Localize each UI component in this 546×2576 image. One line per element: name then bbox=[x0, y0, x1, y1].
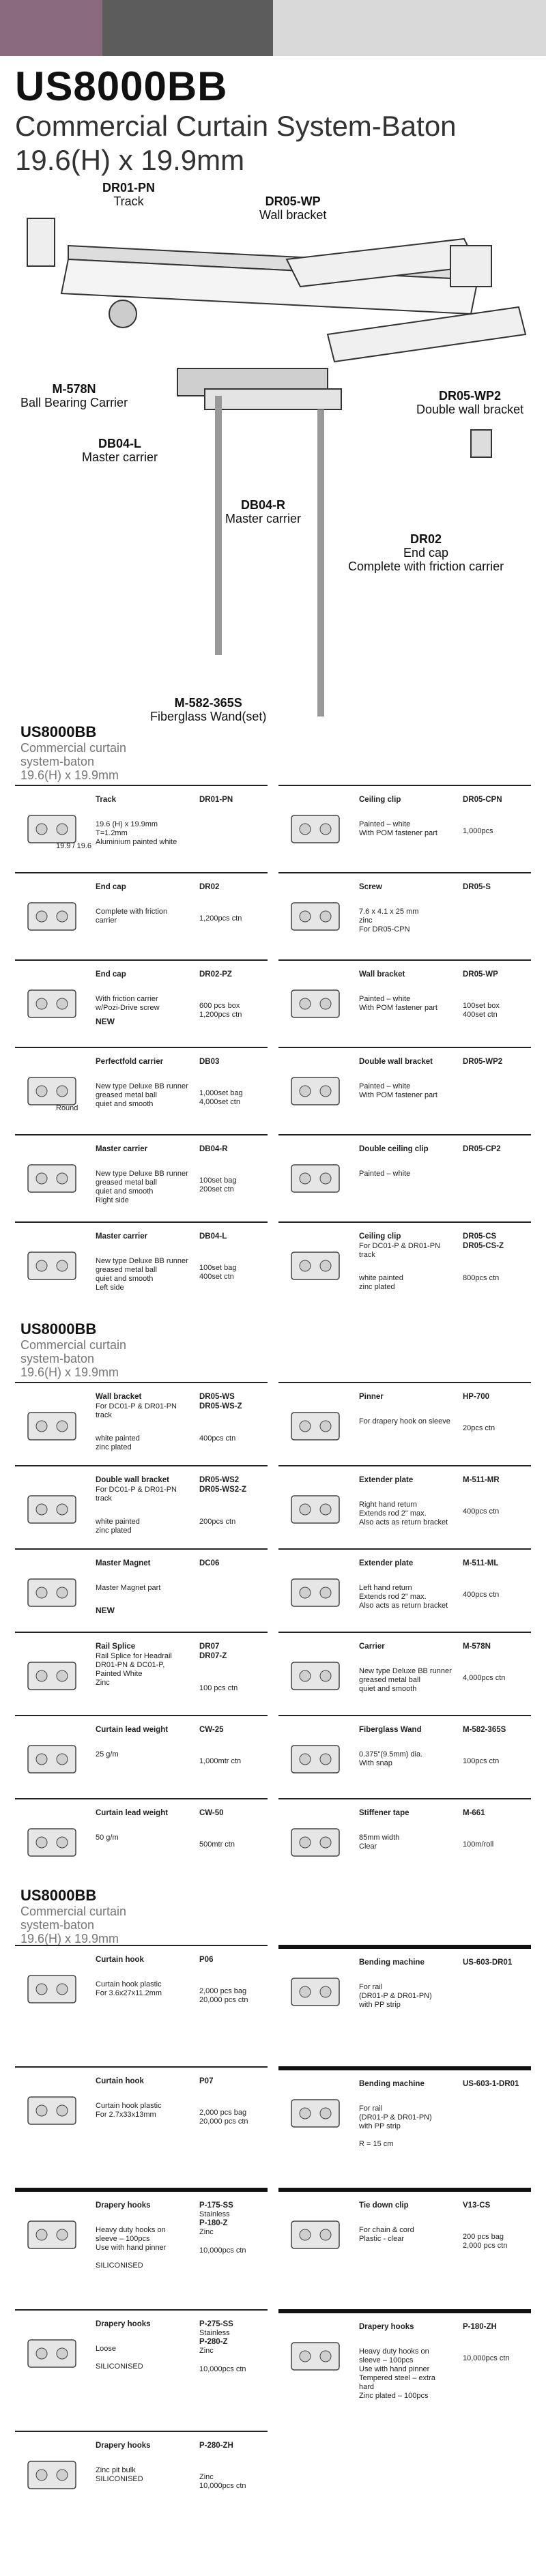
product-cell bbox=[15, 1134, 268, 1219]
product-description: 25 g/m bbox=[96, 1750, 119, 1759]
section-header-3: US8000BB Commercial curtain system-baton 19.6(H) x 19.9mm bbox=[20, 1887, 127, 1945]
product-description: white painted zinc plated bbox=[96, 1434, 140, 1451]
product-code-alt: P-280-Z bbox=[199, 2338, 228, 2346]
product-image bbox=[281, 886, 349, 947]
product-image bbox=[281, 1961, 349, 2023]
product-cell bbox=[15, 1798, 268, 1879]
product-code-alt: P-180-Z bbox=[199, 2219, 228, 2227]
product-sub: For DC01-P & DR01-PN track bbox=[96, 1402, 177, 1419]
product-cell bbox=[278, 1945, 531, 2064]
product-code: P-180-ZH bbox=[463, 2323, 497, 2331]
product-pack: 2,000 pcs bag 20,000 pcs ctn bbox=[199, 1987, 248, 2004]
product-name: Tie down clip bbox=[359, 2201, 409, 2210]
product-image bbox=[18, 886, 86, 947]
section-header-2: US8000BB Commercial curtain system-baton 19.6(H) x 19.9mm bbox=[20, 1320, 127, 1379]
product-name: Curtain hook bbox=[96, 1956, 144, 1964]
product-name: Fiberglass Wand bbox=[359, 1726, 422, 1734]
product-description: With friction carrier w/Pozi-Drive screw bbox=[96, 995, 160, 1012]
product-pack: 500mtr ctn bbox=[199, 1840, 235, 1849]
product-pack: 400pcs ctn bbox=[463, 1591, 500, 1599]
product-image bbox=[18, 2204, 86, 2266]
product-name: Perfectfold carrier bbox=[96, 1058, 164, 1066]
product-cell bbox=[15, 2431, 268, 2549]
product-code: DB04-R bbox=[199, 1145, 228, 1153]
product-cell bbox=[15, 1715, 268, 1795]
product-pack: 200 pcs bag 2,000 pcs ctn bbox=[463, 2233, 508, 2250]
product-description: 7.6 x 4.1 x 25 mm zinc For DR05-CPN bbox=[359, 908, 419, 934]
system-diagram bbox=[0, 177, 546, 723]
callout-master-carrier-right: DB04-R Master carrier bbox=[225, 498, 302, 525]
product-pack: 100set bag 400set ctn bbox=[199, 1264, 237, 1281]
product-cell bbox=[15, 1047, 268, 1131]
product-cell bbox=[15, 785, 268, 869]
header-color-bar bbox=[0, 0, 546, 56]
product-code: DR07 bbox=[199, 1642, 220, 1651]
product-pack: 400pcs ctn bbox=[199, 1434, 236, 1443]
product-name: Double wall bracket bbox=[96, 1476, 170, 1484]
product-name: Drapery hooks bbox=[96, 2201, 151, 2210]
product-pack: 1,200pcs ctn bbox=[199, 914, 242, 923]
product-description: New type Deluxe BB runner greased metal ball quiet and smooth bbox=[96, 1082, 188, 1108]
callout-ball-bearing-carrier: M-578N Ball Bearing Carrier bbox=[20, 382, 128, 409]
product-image bbox=[281, 798, 349, 860]
product-cell bbox=[278, 1632, 531, 1712]
color-bar-segment-1 bbox=[0, 0, 102, 56]
product-name: Bending machine bbox=[359, 2080, 425, 2088]
product-image bbox=[18, 798, 86, 860]
product-description: Painted – white With POM fastener part bbox=[359, 820, 437, 837]
product-description: New type Deluxe BB runner greased metal ball quiet and smooth bbox=[359, 1667, 452, 1693]
product-code: M-578N bbox=[463, 1642, 491, 1651]
product-pack: Zinc 10,000pcs ctn bbox=[199, 2473, 246, 2490]
callout-master-carrier-left: DB04-L Master carrier bbox=[82, 437, 158, 464]
product-code: DR02 bbox=[199, 883, 220, 891]
product-description: New type Deluxe BB runner greased metal ball quiet and smooth Right side bbox=[96, 1170, 188, 1204]
product-sub: For DC01-P & DR01-PN track bbox=[359, 1242, 440, 1259]
product-description: Curtain hook plastic For 3.6x27x11.2mm bbox=[96, 1980, 162, 1997]
product-code: DR05-WS2 bbox=[199, 1476, 240, 1484]
product-code-alt: DR05-CS-Z bbox=[463, 1242, 504, 1250]
product-image bbox=[18, 2323, 86, 2384]
product-code: DC06 bbox=[199, 1559, 220, 1567]
product-cell bbox=[15, 1632, 268, 1712]
color-bar-segment-3 bbox=[273, 0, 546, 56]
product-name: Bending machine bbox=[359, 1958, 425, 1967]
product-description: Heavy duty hooks on sleeve – 100pcs Use with hand pinner SILICONISED bbox=[96, 2226, 167, 2270]
product-name: Master carrier bbox=[96, 1232, 148, 1241]
product-cell bbox=[278, 1798, 531, 1879]
product-cell bbox=[15, 959, 268, 1044]
product-image bbox=[281, 1812, 349, 1873]
product-name: Drapery hooks bbox=[96, 2320, 151, 2328]
product-image bbox=[281, 973, 349, 1034]
product-image bbox=[281, 2326, 349, 2387]
product-sub: For DC01-P & DR01-PN track bbox=[96, 1486, 177, 1503]
subtitle-line-1: Commercial Curtain System-Baton bbox=[15, 110, 457, 142]
product-cell bbox=[278, 1221, 531, 1306]
product-cell bbox=[278, 785, 531, 869]
product-name: Track bbox=[96, 796, 117, 804]
product-cell bbox=[278, 2188, 531, 2306]
color-bar-segment-2 bbox=[102, 0, 273, 56]
callout-track: DR01-PN Track bbox=[102, 181, 156, 208]
product-sub: Rail Splice for Headrail DR01-PN & DC01-P, Painted White Zinc bbox=[96, 1652, 172, 1687]
product-code: M-511-ML bbox=[463, 1559, 499, 1567]
product-cell bbox=[278, 872, 531, 957]
product-image-caption: 19.9 / 19.6 bbox=[56, 842, 91, 850]
product-code: US-603-DR01 bbox=[463, 1958, 513, 1967]
product-cell bbox=[278, 2309, 531, 2428]
product-image bbox=[18, 973, 86, 1034]
product-name: Pinner bbox=[359, 1393, 384, 1401]
product-cell bbox=[15, 1945, 268, 2064]
product-code: US-603-1-DR01 bbox=[463, 2080, 519, 2088]
product-description: 85mm width Clear bbox=[359, 1834, 400, 1851]
product-code: M-661 bbox=[463, 1809, 485, 1817]
product-code-alt-note: Zinc bbox=[199, 2228, 214, 2236]
callout-wall-bracket: DR05-WP Wall bracket bbox=[259, 194, 327, 222]
product-pack: 100m/roll bbox=[463, 1840, 494, 1849]
product-pack: 10,000pcs ctn bbox=[199, 2365, 246, 2373]
product-code-alt-note: Zinc bbox=[199, 2347, 214, 2355]
product-cell bbox=[15, 1548, 268, 1629]
product-image bbox=[281, 1728, 349, 1790]
product-name: Curtain lead weight bbox=[96, 1809, 169, 1817]
product-name: Drapery hooks bbox=[359, 2323, 414, 2331]
product-description: Left hand return Extends rod 2" max. Also acts as return bracket bbox=[359, 1584, 448, 1610]
product-description: New type Deluxe BB runner greased metal ball quiet and smooth Left side bbox=[96, 1257, 188, 1292]
product-image bbox=[281, 1562, 349, 1623]
section-header-1: US8000BB Commercial curtain system-baton 19.6(H) x 19.9mm bbox=[20, 723, 127, 782]
product-name: Extender plate bbox=[359, 1559, 414, 1567]
product-cell bbox=[15, 2309, 268, 2428]
product-name: Double ceiling clip bbox=[359, 1145, 429, 1153]
product-code: DR05-WP bbox=[463, 970, 498, 979]
product-pack: 200pcs ctn bbox=[199, 1518, 236, 1526]
product-code-alt: DR07-Z bbox=[199, 1652, 227, 1660]
product-description: 0.375"(9.5mm) dia. With snap bbox=[359, 1750, 423, 1767]
product-name: Master Magnet bbox=[96, 1559, 151, 1567]
product-name: Drapery hooks bbox=[96, 2442, 151, 2450]
product-code-alt: DR05-WS2-Z bbox=[199, 1486, 247, 1494]
product-image bbox=[281, 1060, 349, 1122]
product-grid-3 bbox=[15, 1945, 531, 2559]
product-name: Double wall bracket bbox=[359, 1058, 433, 1066]
product-cell bbox=[15, 2066, 268, 2185]
product-description: Complete with friction carrier bbox=[96, 908, 168, 925]
callout-end-cap: DR02 End cap Complete with friction carrier bbox=[348, 532, 504, 573]
product-name: Ceiling clip bbox=[359, 1232, 401, 1241]
product-cell bbox=[278, 1465, 531, 1546]
product-image bbox=[18, 1645, 86, 1707]
product-code: DB03 bbox=[199, 1058, 220, 1066]
product-image bbox=[18, 1060, 86, 1122]
product-code: DR05-WP2 bbox=[463, 1058, 503, 1066]
product-image bbox=[18, 1235, 86, 1297]
product-description: Loose SILICONISED bbox=[96, 2345, 143, 2371]
product-pack: 4,000pcs ctn bbox=[463, 1674, 506, 1682]
product-name: End cap bbox=[96, 970, 126, 979]
product-cell bbox=[15, 872, 268, 957]
product-code: P-175-SS bbox=[199, 2201, 233, 2210]
product-cell bbox=[278, 1382, 531, 1462]
product-cell bbox=[278, 1134, 531, 1219]
product-code: M-582-365S bbox=[463, 1726, 506, 1734]
product-grid-2 bbox=[15, 1382, 531, 1887]
product-code: P-275-SS bbox=[199, 2320, 233, 2328]
product-cell bbox=[15, 1382, 268, 1462]
product-code: DB04-L bbox=[199, 1232, 227, 1241]
product-name: End cap bbox=[96, 883, 126, 891]
product-image bbox=[281, 2083, 349, 2144]
product-image-caption: Round bbox=[56, 1104, 78, 1112]
product-image bbox=[281, 1645, 349, 1707]
product-code: V13-CS bbox=[463, 2201, 491, 2210]
product-pack: 1,000pcs bbox=[463, 827, 493, 835]
product-description: Zinc pit bulk SILICONISED bbox=[96, 2466, 143, 2483]
product-cell bbox=[278, 1047, 531, 1131]
product-name: Screw bbox=[359, 883, 382, 891]
product-code: HP-700 bbox=[463, 1393, 489, 1401]
product-description: white painted zinc plated bbox=[96, 1518, 140, 1535]
product-name: Carrier bbox=[359, 1642, 385, 1651]
product-name: Extender plate bbox=[359, 1476, 414, 1484]
product-code: DR05-CS bbox=[463, 1232, 497, 1241]
product-description: Painted – white With POM fastener part bbox=[359, 995, 437, 1012]
product-description: For rail (DR01-P & DR01-PN) with PP strip R = 15 cm bbox=[359, 2104, 432, 2148]
product-pack: 1,000mtr ctn bbox=[199, 1757, 242, 1765]
product-name: Wall bracket bbox=[96, 1393, 142, 1401]
page-subtitle bbox=[15, 109, 457, 177]
product-code: DR02-PZ bbox=[199, 970, 232, 979]
product-image bbox=[281, 2204, 349, 2266]
product-image bbox=[18, 1479, 86, 1540]
product-name: Rail Splice bbox=[96, 1642, 136, 1651]
product-description: Heavy duty hooks on sleeve – 100pcs Use with hand pinner Tempered steel – extra hard Zinc plated – 100pcs bbox=[359, 2347, 435, 2400]
product-cell bbox=[278, 1548, 531, 1629]
callout-double-wall-bracket: DR05-WP2 Double wall bracket bbox=[416, 389, 524, 416]
product-image bbox=[18, 1812, 86, 1873]
product-code: DR05-CPN bbox=[463, 796, 502, 804]
product-description: Painted – white bbox=[359, 1170, 411, 1178]
product-pack: 100set box 400set ctn bbox=[463, 1002, 500, 1019]
product-cell bbox=[278, 1715, 531, 1795]
product-description: For drapery hook on sleeve bbox=[359, 1417, 450, 1426]
product-pack: 800pcs ctn bbox=[463, 1274, 500, 1282]
product-image bbox=[18, 2080, 86, 2141]
product-name: Wall bracket bbox=[359, 970, 405, 979]
product-image bbox=[18, 1958, 86, 2020]
product-code: P-280-ZH bbox=[199, 2442, 233, 2450]
product-new-tag: NEW bbox=[96, 1606, 115, 1615]
product-pack: 600 pcs box 1,200pcs ctn bbox=[199, 1002, 242, 1019]
product-image bbox=[18, 1562, 86, 1623]
product-grid-1 bbox=[15, 785, 531, 1314]
product-code: DR05-CP2 bbox=[463, 1145, 501, 1153]
product-description: Master Magnet part bbox=[96, 1584, 161, 1592]
product-pack: 100set bag 200set ctn bbox=[199, 1176, 237, 1193]
product-image bbox=[281, 1235, 349, 1297]
product-cell bbox=[278, 2066, 531, 2185]
product-pack: 1,000set bag 4,000set ctn bbox=[199, 1089, 243, 1106]
product-cell bbox=[15, 2188, 268, 2306]
product-code-note: Stainless bbox=[199, 2210, 230, 2218]
product-name: Master carrier bbox=[96, 1145, 148, 1153]
product-code: M-511-MR bbox=[463, 1476, 500, 1484]
product-description: Painted – white With POM fastener part bbox=[359, 1082, 437, 1099]
product-cell bbox=[278, 959, 531, 1044]
product-new-tag: NEW bbox=[96, 1017, 115, 1026]
product-image bbox=[281, 1479, 349, 1540]
product-code: CW-25 bbox=[199, 1726, 224, 1734]
page-title: US8000BB bbox=[15, 63, 228, 109]
product-pack: 20pcs ctn bbox=[463, 1424, 495, 1432]
product-code-note: Stainless bbox=[199, 2329, 230, 2337]
product-description: 50 g/m bbox=[96, 1834, 119, 1842]
product-code: DR01-PN bbox=[199, 796, 233, 804]
product-name: Stiffener tape bbox=[359, 1809, 410, 1817]
product-image bbox=[18, 1728, 86, 1790]
product-image bbox=[18, 2444, 86, 2506]
product-pack: 100 pcs ctn bbox=[199, 1684, 238, 1692]
product-name: Curtain hook bbox=[96, 2077, 144, 2085]
product-cell bbox=[15, 1221, 268, 1306]
product-code: DR05-WS bbox=[199, 1393, 235, 1401]
product-description: For rail (DR01-P & DR01-PN) with PP strip bbox=[359, 1983, 432, 2009]
product-code: P07 bbox=[199, 2077, 214, 2085]
subtitle-line-2: 19.6(H) x 19.9mm bbox=[15, 144, 245, 176]
product-image bbox=[18, 1148, 86, 1209]
product-description: Curtain hook plastic For 2.7x33x13mm bbox=[96, 2102, 162, 2119]
product-code: P06 bbox=[199, 1956, 214, 1964]
product-code-alt: DR05-WS-Z bbox=[199, 1402, 242, 1410]
product-image bbox=[281, 1148, 349, 1209]
product-description: 19.6 (H) x 19.9mm T=1.2mm Aluminium painted white bbox=[96, 820, 177, 846]
product-code: DR05-S bbox=[463, 883, 491, 891]
product-pack: 2,000 pcs bag 20,000 pcs ctn bbox=[199, 2109, 248, 2126]
callout-fiberglass-wand: M-582-365S Fiberglass Wand(set) bbox=[150, 696, 267, 723]
product-pack: 10,000pcs ctn bbox=[463, 2354, 510, 2362]
product-image bbox=[281, 1395, 349, 1457]
product-pack: 100pcs ctn bbox=[463, 1757, 500, 1765]
product-description: white painted zinc plated bbox=[359, 1274, 403, 1291]
product-pack: 400pcs ctn bbox=[463, 1507, 500, 1516]
product-description: For chain & cord Plastic - clear bbox=[359, 2226, 414, 2243]
product-image bbox=[18, 1395, 86, 1457]
product-name: Ceiling clip bbox=[359, 796, 401, 804]
product-cell bbox=[15, 1465, 268, 1546]
product-name: Curtain lead weight bbox=[96, 1726, 169, 1734]
product-code: CW-50 bbox=[199, 1809, 224, 1817]
product-description: Right hand return Extends rod 2" max. Also acts as return bracket bbox=[359, 1501, 448, 1526]
product-pack: 10,000pcs ctn bbox=[199, 2246, 246, 2255]
